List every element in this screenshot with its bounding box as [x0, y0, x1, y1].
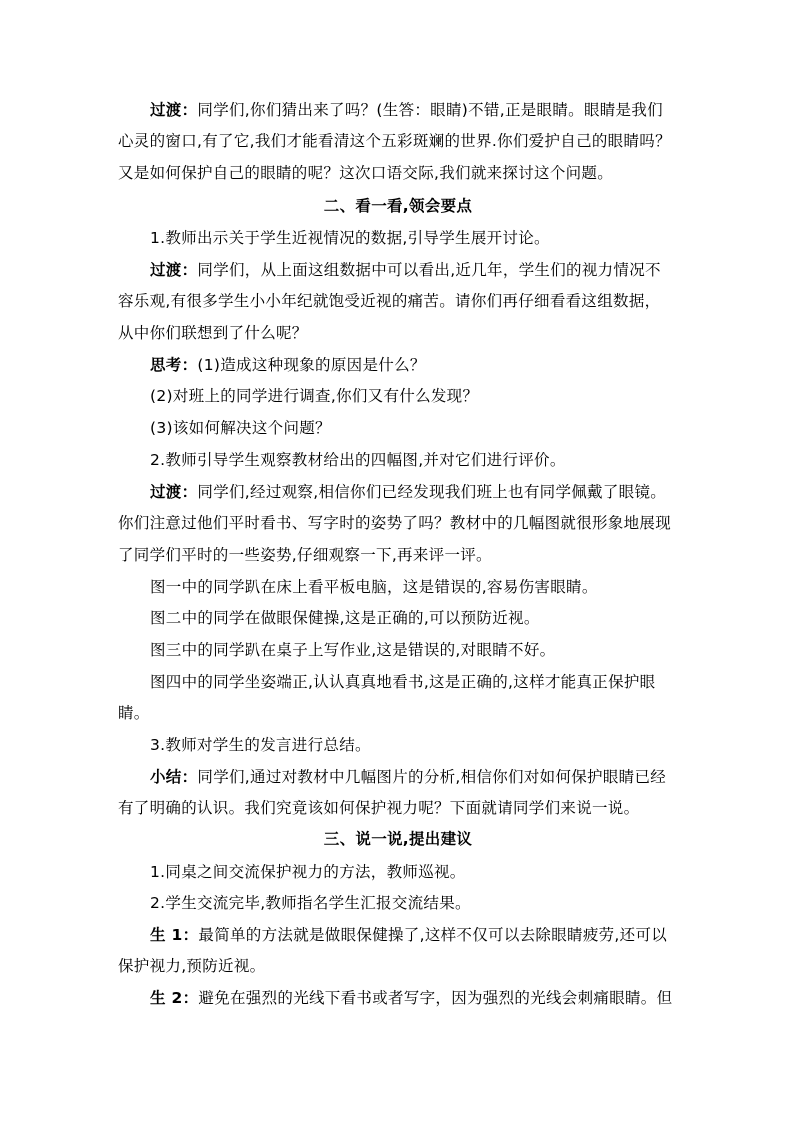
think-item: (3)该如何解决这个问题？ [150, 419, 331, 437]
list-item: 1.同桌之间交流保护视力的方法，教师巡视。 [150, 863, 466, 881]
student-label: 生 1： [150, 926, 199, 944]
paragraph-line: 容乐观,有很多学生小小年纪就饱受近视的痛苦。请你们再仔细看看这组数据， [118, 292, 661, 310]
paragraph-line: 从中你们联想到了什么呢？ [118, 324, 308, 342]
picture-comment: 图二中的同学在做眼保健操,这是正确的,可以预防近视。 [150, 609, 540, 627]
transition-label: 过渡： [150, 261, 198, 279]
transition-paragraph-line: 过渡：同学们,经过观察,相信你们已经发现我们班上也有同学佩戴了眼镜。 [150, 483, 667, 501]
paragraph-line: 了同学们平时的一些姿势,仔细观察一下,再来评一评。 [118, 546, 492, 564]
transition-label: 过渡： [150, 101, 198, 119]
list-item: 1.教师出示关于学生近视情况的数据,引导学生展开讨论。 [150, 229, 550, 247]
summary-label: 小结： [150, 768, 198, 786]
transition-paragraph-line: 过渡：同学们，从上面这组数据中可以看出,近几年，学生们的视力情况不 [150, 261, 661, 279]
paragraph-line: 睛。 [118, 704, 150, 722]
paragraph-line: 保护视力,预防近视。 [118, 957, 266, 975]
student-label: 生 2： [150, 989, 199, 1007]
summary-line: 小结：同学们,通过对教材中几幅图片的分析,相信你们对如何保护眼睛已经 [150, 768, 667, 786]
paragraph-line: 你们注意过他们平时看书、写字时的姿势了吗？教材中的几幅图就很形象地展现 [118, 514, 672, 532]
student-answer-line: 生 1：最简单的方法就是做眼保健操了,这样不仅可以去除眼睛疲劳,还可以 [150, 926, 668, 944]
think-item: (2)对班上的同学进行调查,你们又有什么发现？ [150, 387, 479, 405]
paragraph-line: 又是如何保护自己的眼睛的呢？这次口语交际,我们就来探讨这个问题。 [118, 164, 614, 182]
picture-comment: 图一中的同学趴在床上看平板电脑，这是错误的,容易伤害眼睛。 [150, 578, 598, 596]
think-label: 思考： [150, 356, 198, 374]
list-item: 2.学生交流完毕,教师指名学生汇报交流结果。 [150, 894, 471, 912]
picture-comment: 图三中的同学趴在桌子上写作业,这是错误的,对眼睛不好。 [150, 641, 556, 659]
paragraph-line: 心灵的窗口,有了它,我们才能看清这个五彩斑斓的世界.你们爱护自己的眼睛吗？ [118, 132, 671, 150]
transition-label: 过渡： [150, 483, 198, 501]
student-answer-line: 生 2：避免在强烈的光线下看书或者写字，因为强烈的光线会刺痛眼睛。但 [150, 989, 673, 1007]
list-item: 2.教师引导学生观察教材给出的四幅图,并对它们进行评价。 [150, 451, 566, 469]
list-item: 3.教师对学生的发言进行总结。 [150, 736, 371, 754]
transition-paragraph-line: 过渡：同学们,你们猜出来了吗？(生答：眼睛)不错,正是眼睛。眼睛是我们 [150, 101, 663, 119]
section-heading: 三、说一说,提出建议 [323, 830, 473, 848]
think-line: 思考：(1)造成这种现象的原因是什么？ [150, 356, 426, 374]
section-heading: 二、看一看,领会要点 [323, 197, 473, 215]
picture-comment: 图四中的同学坐姿端正,认认真真地看书,这是正确的,这样才能真正保护眼 [150, 673, 656, 691]
paragraph-line: 有了明确的认识。我们究竟该如何保护视力呢？下面就请同学们来说一说。 [118, 799, 640, 817]
